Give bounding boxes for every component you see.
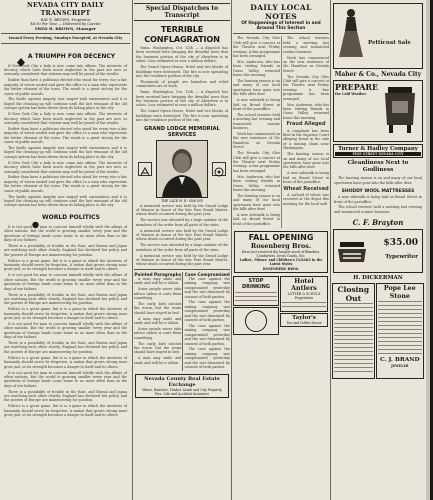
issued-line: Issued Every Evening, Sundays Excepted, at Nevada City (8, 36, 123, 41)
petticoat-ad (333, 3, 423, 69)
column-dispatches (134, 0, 230, 500)
dickerman-ad: H. DICKERMAN (353, 275, 403, 282)
editorial2-title: WORLD POLITICS (42, 214, 100, 222)
fraud-title: Fraud Alleged (286, 121, 326, 128)
brand-ad: C. J. BRAND (380, 357, 420, 364)
local-notes-header: DAILY LOCAL NOTES (250, 3, 312, 21)
petticoat-title: Petticoat Sale (368, 40, 411, 46)
pointers-row (134, 272, 230, 371)
turner-ad: Turner & Hadley Company PINE STREET NEVADA CITY (333, 144, 423, 158)
price-line: $6.00 Per Year — Delivered by Carrier (30, 22, 101, 27)
lady-figure-icon (338, 7, 364, 59)
taylors-ad: Taylor's Tea and Coffee House (280, 313, 328, 327)
column-rule (132, 0, 133, 500)
fall-opening-title: FALL OPENING (248, 232, 314, 242)
fall-body2: Ladies', Misses' and Children's CLOAKS in the Latest Styles (239, 257, 323, 266)
editorial1-heading (1, 52, 130, 61)
editorial2-body: It is not good for man to concern himself wholly with the affairs of other nations. But the world is growing smaller every year and the questions of foreign lands come home to us more often than in the days of our fathers. There is a possibility of trouble in the East, and Russia and Japan are watching each other closely. England has declared her policy and the powers of Europe are maneuvering for position. Politics is a great game, but it is a game in which the interests of humanity should never be forgotten. A nation that grows strong must grow just, or its strength becomes a danger to itself and to others. It is not good for man to concern himself wholly with the affairs of other nations. But the world is growing smaller every year and the questions of foreign lands come home to us more often than in the days of our fathers. There is a possibility of trouble in the East, and Russia and Japan are watching each other closely. England has declared her policy and the powers of Europe are maneuvering for position. Politics is a great game, but it is a game in which the interests of humanity should never be forgotten. A nation that grows strong must grow just, or its strength becomes a danger to itself and to others. It is not good for man to concern himself wholly with the affairs of other nations. But the world is growing smaller every year and the questions of foreign lands come home to us more often than in the days of our fathers. There is a possibility of trouble in the East, and Russia and Japan are watching each other closely. England has declared her policy and the powers of Europe are maneuvering for position. Politics is a great game, but it is a game in which the interests of humanity should never be forgotten. A nation that grows strong must grow just, or its strength becomes a danger to itself and to others. It is not good for man to concern himself wholly with the affairs of other nations. But the world is growing smaller every year and the questions of foreign lands come home to us more often than in the days of our fathers. There is a possibility of trouble in the East, and Russia and Japan are watching each other closely. England has declared her policy and the powers of Europe are maneuvering for position. Politics is a great game, but it is a game in which the interests of humanity should never be forgotten. A nation that grows strong must grow just, or its strength becomes a danger to itself and to others. (4, 224, 127, 418)
wheat-title: Wheat Received (283, 185, 329, 192)
publisher-line: RAY E. BROWN, Proprietor (40, 18, 91, 22)
conflagration-story: Yuma, Washington, Oct. 12th — A dispatch has been received here bringing the dreadful news that the business portion of the city of Aberdeen is in ashes. Loss estimated at over a million dollars. The Grand Opera House, Hotel and two blocks of buildings were destroyed. The fire is now spreading into the residence portion of the city. Thousands of people are homeless and relief committees are at work. Yuma, Washington, Oct. 12th — A dispatch has been received here bringing the dreadful news that the business portion of the city of Aberdeen is in ashes. Loss estimated at over a million dollars. The Grand Opera House, Hotel and two blocks of buildings were destroyed. The fire is now spreading into the residence portion of the city. (136, 46, 228, 123)
pointers-title: Pointed Paragraphs (134, 271, 182, 277)
real-estate-ad (135, 374, 229, 398)
typewriter-icon (337, 240, 367, 264)
local-notes-subheader: Of Happenings of Interest in and Around This Section (241, 21, 321, 32)
prepare-sub: For Cold Weather (335, 92, 367, 96)
compromise-column: Case Compromised The case against the mining company was compromised yesterday and the suit dismissed by consent of both parties. The case against the mining company was compromised yesterday and the suit dismissed by consent of both parties. The case against the mining company was compromised yesterday and the suit dismissed by consent of both parties. The case against the mining company was compromised yesterday and the suit dismissed by consent of both parties. (184, 271, 230, 370)
real-estate-sub: Fire, Life and Accident Insurance (154, 392, 210, 397)
hotel-antlers-ad: Hotel Antlers LOTTER & SCHULZ Proprietors (280, 276, 328, 312)
manager-line: FRED B. BROWN, Manager (34, 25, 97, 31)
grand-lodge-title: GRAND LODGE MEMORIAL SERVICES (144, 125, 220, 138)
rosenberg-footer: ROSENBERG BROS. (262, 267, 300, 272)
stop-drinking-ad: STOP DRINKING (233, 276, 279, 306)
masonic-emblem-icon (138, 162, 152, 176)
conflagration-headline: TERRIBLE CONFLAGRATION (144, 24, 220, 44)
editorial1-title: A TRIUMPH FOR DECENCY (27, 52, 116, 60)
fleuron-icon (31, 214, 40, 222)
maher-ad: Maher & Co., Nevada City (334, 71, 422, 78)
santal-seal-icon (245, 310, 267, 332)
masthead: NEVADA CITY DAILY TRANSCRIPT (27, 2, 104, 17)
grand-lodge-story: A memorial service was held by the Grand Lodge of Masons in honor of the late Past Grand Master, whose death occurred during the past year. The service was attended by a large number of the members of the order from all parts of the state. A memorial service was held by the Grand Lodge of Masons in honor of the late Past Grand Master, whose death occurred during the past year. The service was attended by a large number of the members of the order from all parts of the state. A memorial service was held by the Grand Lodge of Masons in honor of the late Past Grand Master, whose death occurred during the past year. (136, 203, 228, 267)
typewriter-price: $35.00 (383, 238, 418, 249)
real-estate-body: Mines, Ranches, Timber Lands and City Property (142, 388, 222, 392)
editorial1-body: If New York City a lady is now come into affairs. The interests of decency which have been much neglected in the past are now so seriously considered that citizens may well be proud of the results. Rather than have a politician elected who stood for every vice a fair majority of voters united and gave the office to a man who represents the better element of the town. The result is a great victory for the cause of public morals. The battle against iniquity was waged with earnestness and it is hoped the cleaning up will continue until the last remnant of the old corrupt system has been driven from its hiding place in the city. If New York City a lady is now come into affairs. The interests of decency which have been much neglected in the past are now so seriously considered that citizens may well be proud of the results. Rather than have a politician elected who stood for every vice a fair majority of voters united and gave the office to a man who represents the better element of the town. The result is a great victory for the cause of public morals. The battle against iniquity was waged with earnestness and it is hoped the cleaning up will continue until the last remnant of the old corrupt system has been driven from its hiding place in the city. If New York City a lady is now come into affairs. The interests of decency which have been much neglected in the past are now so seriously considered that citizens may well be proud of the results. Rather than have a politician elected who stood for every vice a fair majority of voters united and gave the office to a man who represents the better element of the town. The result is a great victory for the cause of public morals. The battle against iniquity was waged with earnestness and it is hoped the cleaning up will continue until the last remnant of the old corrupt system has been driven from its hiding place in the city. (4, 63, 127, 208)
portrait-caption: THE LATE W. H. SIMONS (161, 198, 203, 203)
real-estate-title: Nevada County Real Estate Exchange (144, 376, 220, 388)
stove-ad (333, 80, 423, 142)
typewriter-label: Typewriter (385, 254, 418, 261)
column-ads: Petticoat Sale Maher & Co., Nevada City PREPARE For Cold Weather Turner & Hadley Company PINE STREET NEVADA CITY Cleanliness Next to Godliness The hunting season is on and many of our local sportsmen have gone into the hills after deer. SHODDY WOOL MATTRESSES A new sidewalk is being laid on Broad Street in front of the postoffice. The school trustees held a meeting last evening and transacted routine business. C. F. Brayton $35.00 Typewriter H. DICKERMAN Closing Out Pope Lee Stone C. J. BRAND JEWELER (332, 0, 424, 500)
cleanliness-ad: Cleanliness Next to Godliness (347, 160, 409, 174)
fleuron-icon (16, 52, 26, 61)
portrait-block (134, 140, 230, 198)
column-editorial (1, 0, 130, 500)
column-rule (330, 0, 331, 500)
rosenberg-ad (234, 231, 328, 273)
stove-icon (380, 85, 420, 135)
closing-out-ad: Closing Out (332, 283, 375, 379)
bottom-ads-row (233, 275, 329, 336)
column-local-notes (233, 0, 329, 500)
compromise-title: Case Compromised (184, 271, 230, 277)
brayton-ad: C. F. Brayton (352, 218, 404, 228)
typewriter-ad (333, 229, 423, 273)
santal-midy-ad (233, 307, 279, 335)
portrait-image (156, 140, 208, 198)
pointers-column: Pointed Paragraphs A man may smile and smile and still be a villain. Some people never take advice unless it costs them something. The early bird catches the worm, but the worm should have stayed in bed. A man may smile and smile and still be a villain. Some people never take advice unless it costs them something. The early bird catches the worm, but the worm should have stayed in bed. A man may smile and smile and still be a villain. (134, 272, 183, 371)
prepare-title: PREPARE (335, 82, 379, 92)
pope-stone-ad: Pope Lee Stone C. J. BRAND JEWELER (376, 283, 424, 379)
fall-body: Have just received the largest stock of Blankets, Comforters, Dress Goods, Etc. (241, 249, 321, 258)
column-rule (231, 0, 232, 500)
rosenberg-name: Rosenberg Bros. (250, 241, 312, 250)
local-notes-columns: The Nevada City Glee Club will give a concert at the Theatre next Friday evening. A fine programme has been arranged. Mrs. Anderson, who has been visiting friends in Grass Valley, returned home this morning. The hunting season is on and many of our local sportsmen have gone into the hills after deer. A new sidewalk is being laid on Broad Street in front of the postoffice. The school trustees held a meeting last evening and transacted routine business. Work has commenced on the new residence of Mr. Hamilton on Nevada Street. The Nevada City Glee Club will give a concert at the Theatre next Friday evening. A fine programme has been arranged. Mrs. Anderson, who has been visiting friends in Grass Valley, returned home this morning. The hunting season is on and many of our local sportsmen have gone into the hills after deer. A new sidewalk is being laid on Broad Street in front of the postoffice. The school trustees held a meeting last evening and transacted routine business. Work has commenced on the new residence of Mr. Hamilton on Nevada Street. The Nevada City Glee Club will give a concert at the Theatre next Friday evening. A fine programme has been arranged. Mrs. Anderson, who has been visiting friends in Grass Valley, returned home this morning. Fraud Alleged A complaint has been filed in the Superior Court alleging fraud in the sale of a mining claim near Washington. The hunting season is on and many of our local sportsmen have gone into the hills after deer. A new sidewalk is being laid on Broad Street in front of the postoffice. Wheat Received A carload of wheat was received at the depot this morning for the local mill. (233, 36, 329, 226)
editorial2-heading (1, 214, 130, 222)
shoddy-ad: SHODDY WOOL MATTRESSES (341, 189, 415, 195)
masonic-emblem-icon (212, 162, 226, 176)
dispatch-banner: Special Dispatches to Transcript (134, 3, 230, 21)
